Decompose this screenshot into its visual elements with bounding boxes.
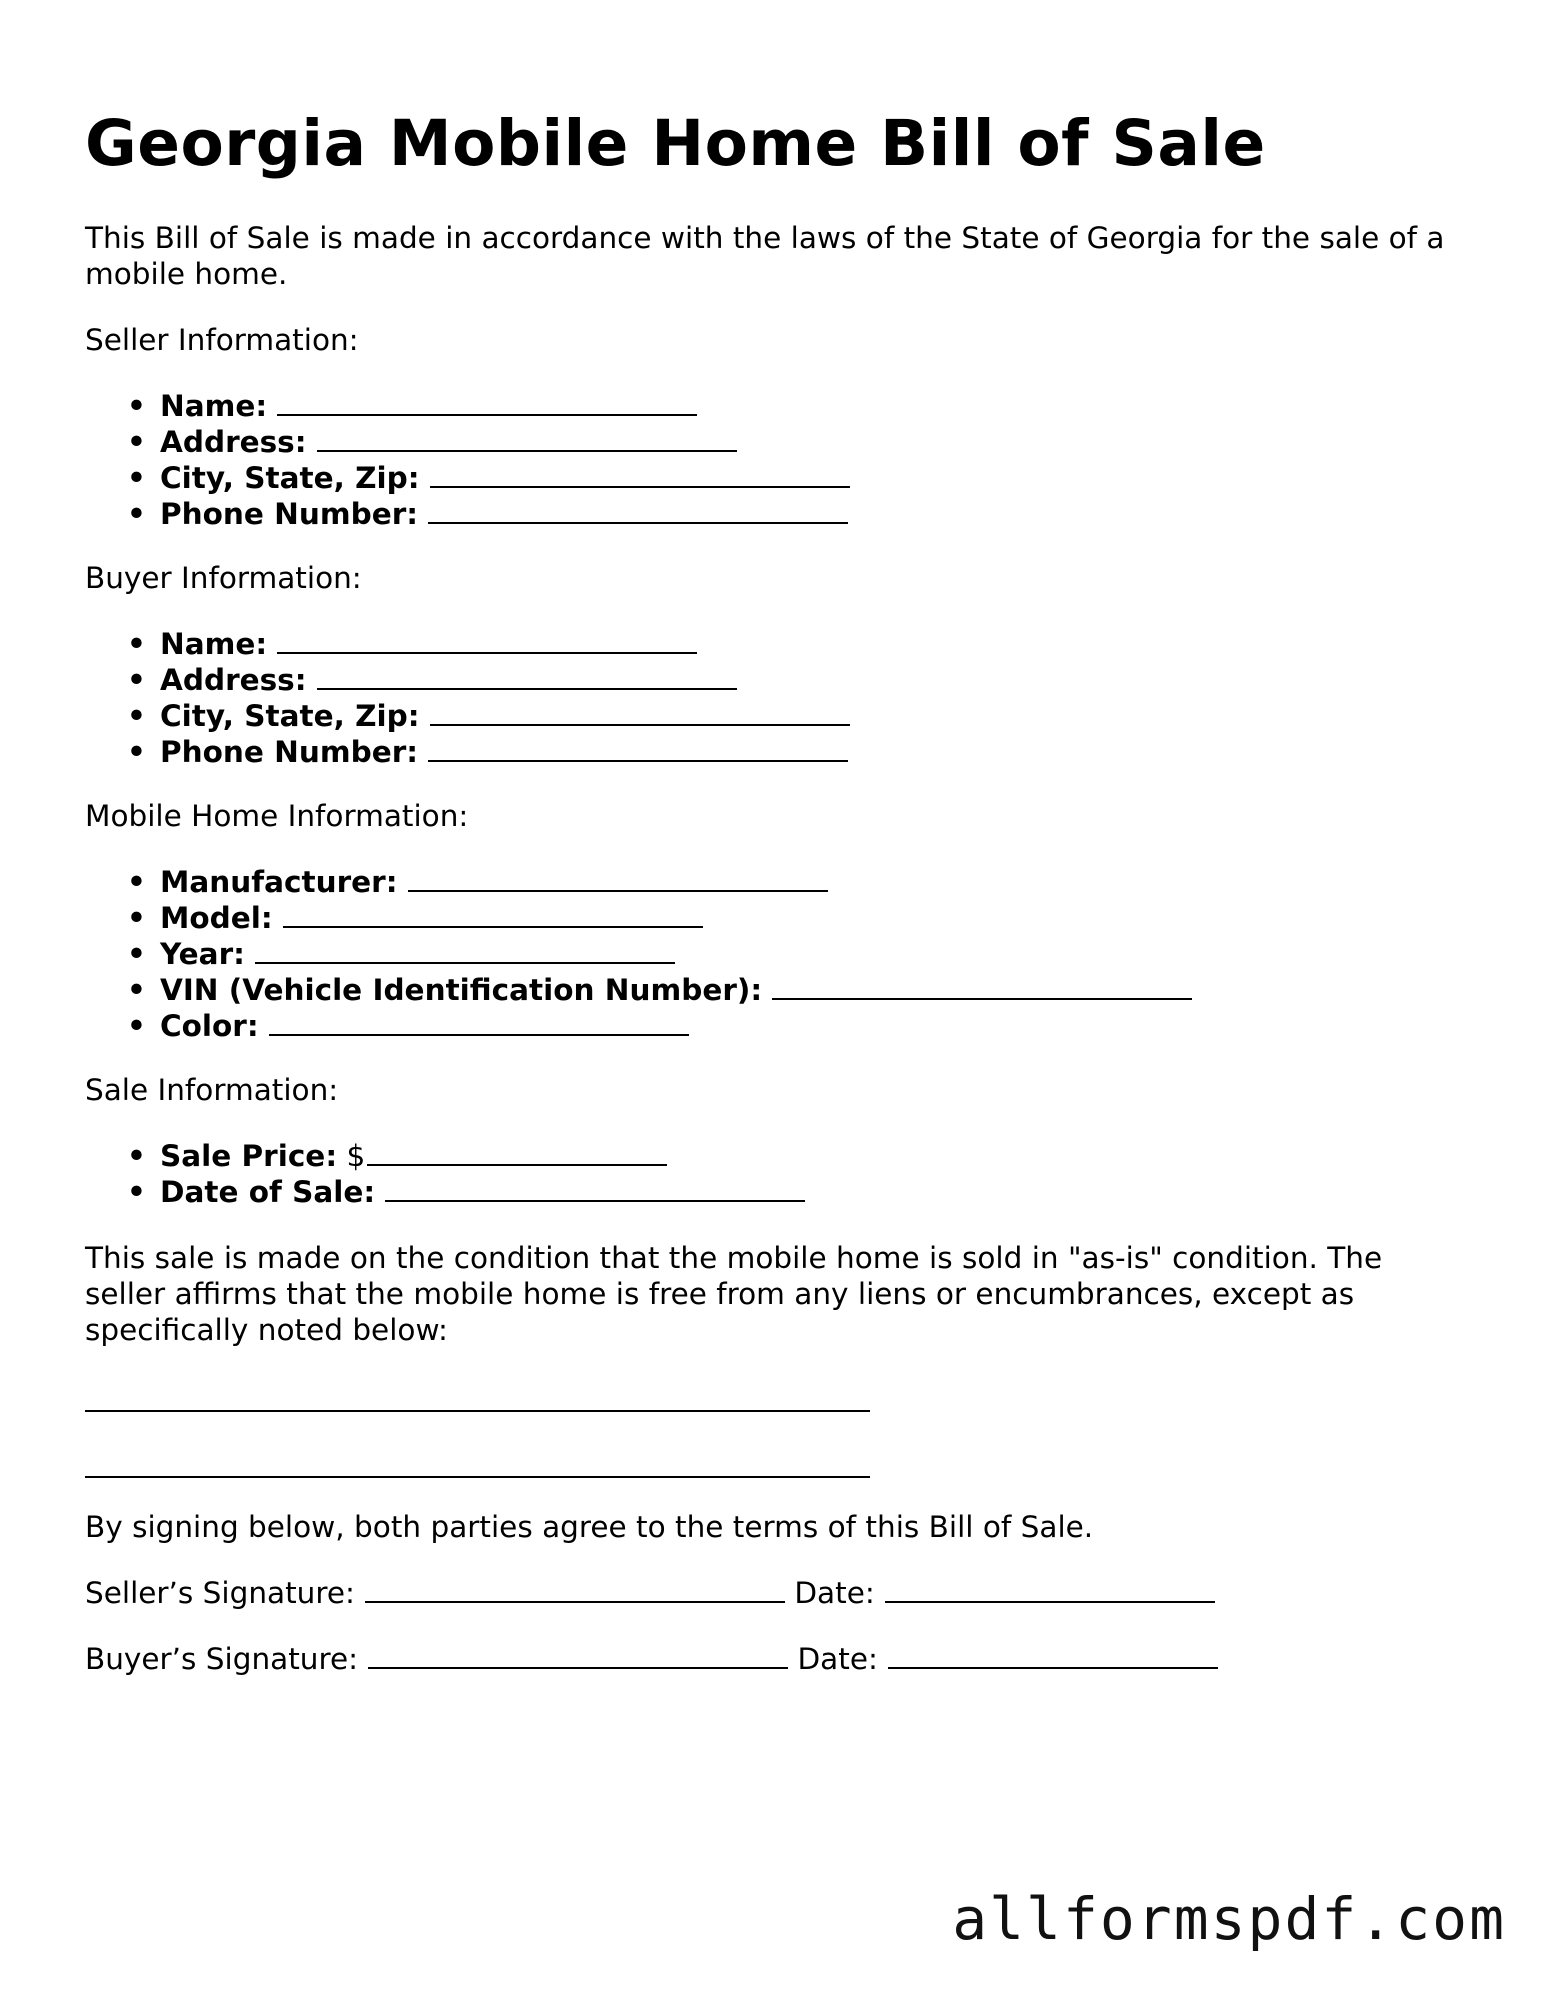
bullet-icon: • (127, 497, 146, 531)
bullet-icon: • (127, 1009, 146, 1043)
vin-label: VIN (Vehicle Identification Number): (160, 973, 763, 1007)
manufacturer-label: Manufacturer: (160, 865, 398, 899)
sale-price-blank[interactable] (367, 1138, 667, 1166)
seller-phone-label: Phone Number: (160, 497, 419, 531)
seller-city-state-zip-label: City, State, Zip: (160, 461, 420, 495)
buyer-signature-blank[interactable] (368, 1641, 788, 1669)
buyer-address-field (85, 662, 850, 698)
seller-signature-row (85, 1575, 1215, 1611)
lien-notes-line-1-rule (85, 1384, 870, 1412)
bullet-icon: • (127, 663, 146, 697)
bullet-icon: • (127, 735, 146, 769)
mobile-home-section-heading: Mobile Home Information: (85, 799, 469, 833)
seller-signature-blank[interactable] (365, 1575, 785, 1603)
buyer-signature-row (85, 1641, 1218, 1677)
date-of-sale-field (85, 1174, 805, 1210)
date-of-sale-label: Date of Sale: (160, 1175, 376, 1209)
seller-date-blank[interactable] (885, 1575, 1215, 1603)
sale-fields-list (85, 1138, 805, 1210)
seller-fields-list (85, 388, 850, 532)
sale-section-heading: Sale Information: (85, 1073, 339, 1107)
bullet-icon: • (127, 1139, 146, 1173)
buyer-date-blank[interactable] (888, 1641, 1218, 1669)
seller-phone-field (85, 496, 850, 532)
seller-date-label: Date: (794, 1576, 875, 1610)
lien-notes-line-1[interactable] (85, 1384, 870, 1414)
buyer-name-label: Name: (160, 627, 268, 661)
buyer-name-blank[interactable] (277, 626, 697, 654)
document-title: Georgia Mobile Home Bill of Sale (85, 107, 1266, 180)
mobile-home-fields-list (85, 864, 1192, 1044)
vin-field (85, 972, 1192, 1008)
buyer-name-field (85, 626, 850, 662)
year-blank[interactable] (255, 936, 675, 964)
seller-signature-label: Seller’s Signature: (85, 1576, 355, 1610)
buyer-address-blank[interactable] (317, 662, 737, 690)
model-blank[interactable] (283, 900, 703, 928)
lien-notes-line-2-rule (85, 1450, 870, 1478)
seller-name-field (85, 388, 850, 424)
bullet-icon: • (127, 425, 146, 459)
seller-name-blank[interactable] (277, 388, 697, 416)
sale-price-label: Sale Price: (160, 1139, 338, 1173)
date-of-sale-blank[interactable] (385, 1174, 805, 1202)
vin-blank[interactable] (772, 972, 1192, 1000)
year-label: Year: (160, 937, 245, 971)
seller-city-state-zip-field (85, 460, 850, 496)
sale-price-field (85, 1138, 805, 1174)
currency-symbol: $ (346, 1139, 366, 1173)
intro-paragraph: This Bill of Sale is made in accordance with the laws of the State of Georgia for the sale of a mobile home. (85, 221, 1445, 291)
manufacturer-blank[interactable] (408, 864, 828, 892)
seller-name-label: Name: (160, 389, 268, 423)
buyer-phone-field (85, 734, 850, 770)
buyer-city-state-zip-blank[interactable] (430, 698, 850, 726)
bullet-icon: • (127, 1175, 146, 1209)
year-field (85, 936, 1192, 972)
bullet-icon: • (127, 901, 146, 935)
model-label: Model: (160, 901, 273, 935)
seller-address-blank[interactable] (317, 424, 737, 452)
buyer-phone-blank[interactable] (428, 734, 848, 762)
manufacturer-field (85, 864, 1192, 900)
condition-paragraph: This sale is made on the condition that the mobile home is sold in "as-is" condition. The seller affirms that the mobile home is free from any liens or encumbrances, except as specifically noted below: (85, 1241, 1383, 1347)
buyer-fields-list (85, 626, 850, 770)
bullet-icon: • (127, 627, 146, 661)
buyer-signature-label: Buyer’s Signature: (85, 1642, 359, 1676)
buyer-city-state-zip-label: City, State, Zip: (160, 699, 420, 733)
color-blank[interactable] (269, 1008, 689, 1036)
bullet-icon: • (127, 461, 146, 495)
buyer-phone-label: Phone Number: (160, 735, 419, 769)
bullet-icon: • (127, 699, 146, 733)
bullet-icon: • (127, 973, 146, 1007)
bullet-icon: • (127, 389, 146, 423)
agreement-paragraph: By signing below, both parties agree to the terms of this Bill of Sale. (85, 1510, 1094, 1544)
bullet-icon: • (127, 937, 146, 971)
buyer-city-state-zip-field (85, 698, 850, 734)
color-label: Color: (160, 1009, 259, 1043)
seller-address-label: Address: (160, 425, 307, 459)
color-field (85, 1008, 1192, 1044)
seller-phone-blank[interactable] (428, 496, 848, 524)
buyer-section-heading: Buyer Information: (85, 561, 362, 595)
buyer-address-label: Address: (160, 663, 307, 697)
buyer-date-label: Date: (797, 1642, 878, 1676)
model-field (85, 900, 1192, 936)
watermark-logo: allformspdf.com (952, 1885, 1506, 1953)
bullet-icon: • (127, 865, 146, 899)
seller-section-heading: Seller Information: (85, 323, 359, 357)
seller-address-field (85, 424, 850, 460)
lien-notes-line-2[interactable] (85, 1450, 870, 1480)
seller-city-state-zip-blank[interactable] (430, 460, 850, 488)
